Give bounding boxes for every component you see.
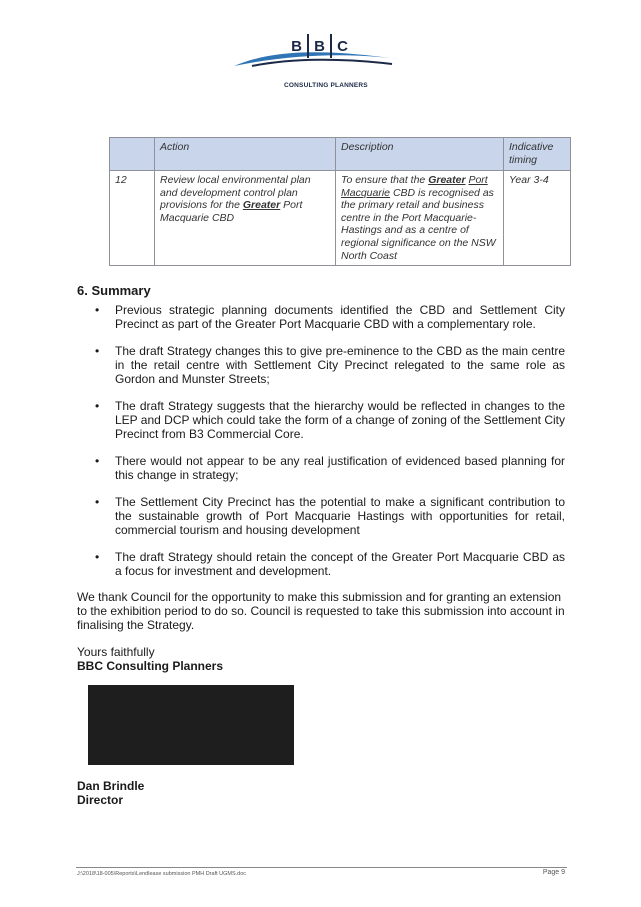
list-item: • The draft Strategy changes this to give pre-eminence to the CBD as the main centre in the retail centre with Settlement City Precinct relegated to the same role as Gordon and Munster Streets;: [77, 345, 565, 386]
signatory-name: Dan Brindle: [77, 779, 145, 793]
header-cell-timing: Indicative timing: [504, 138, 571, 171]
footer-divider: [76, 867, 567, 868]
description-text-end: CBD is recognised as the primary retail and business centre in the Port Macquarie-Hastings and as a centre of regional significance on the NSW North Coast: [341, 186, 496, 262]
logo-letter: B: [307, 34, 330, 58]
firm-name: BBC Consulting Planners: [77, 659, 224, 673]
bbc-logo: [232, 34, 412, 94]
logo-letter: B: [291, 37, 302, 55]
logo-letter: C: [330, 34, 353, 58]
sign-off: [77, 645, 223, 673]
description-underlined: Port Macquarie: [341, 174, 488, 199]
action-text: Review local environmental plan and development control plan provisions for the: [160, 174, 311, 212]
header-cell-description: Description: [336, 138, 504, 171]
row-description: [336, 171, 504, 266]
list-item: • There would not appear to be any real justification of evidenced based planning for this change in strategy;: [77, 455, 565, 483]
action-table: [109, 137, 571, 266]
header-cell-number: [110, 138, 155, 171]
row-timing: Year 3-4: [504, 171, 571, 266]
salutation: Yours faithfully: [77, 645, 155, 659]
table-header-row: [110, 138, 571, 171]
summary-heading: 6. Summary: [77, 283, 151, 298]
description-emphasis: Greater: [428, 174, 466, 186]
redacted-signature: [88, 685, 294, 765]
header-cell-action: Action: [155, 138, 336, 171]
signatory: [77, 779, 144, 807]
footer-page-number: Page 9: [542, 869, 565, 876]
row-action: [155, 171, 336, 266]
table-row: [110, 171, 571, 266]
list-item: • The draft Strategy should retain the concept of the Greater Port Macquarie CBD as a focus for investment and development.: [77, 551, 565, 579]
logo-subtitle: CONSULTING PLANNERS: [284, 82, 368, 89]
action-emphasis: Greater: [242, 199, 281, 212]
description-text: To ensure that the: [341, 174, 429, 186]
logo-letters: [286, 34, 353, 58]
list-item: • Previous strategic planning documents identified the CBD and Settlement City Precinct as part of the Greater Port Macquarie CBD with a complementary role.: [77, 304, 565, 332]
signatory-title: Director: [77, 793, 124, 807]
footer-file-path: J:\2018\18-005\Reports\Lendlease submission PMH Draft UGMS.doc: [77, 871, 247, 877]
closing-paragraph: We thank Council for the opportunity to make this submission and for granting an extension to the exhibition period to do so. Council is requested to take this submission into account in finalising the Strategy.: [77, 590, 565, 632]
row-number: 12: [110, 171, 155, 266]
list-item: • The Settlement City Precinct has the potential to make a significant contribution to the sustainable growth of Port Macquarie Hastings with opportunities for retail, commercial tourism and housing development: [77, 496, 565, 537]
summary-list: [77, 304, 565, 592]
list-item: • The draft Strategy suggests that the hierarchy would be reflected in changes to the LEP and DCP which could take the form of a change of zoning of the Settlement City Precinct from B3 Commercial Core.: [77, 400, 565, 441]
action-text-end: Port Macquarie CBD: [160, 199, 303, 224]
